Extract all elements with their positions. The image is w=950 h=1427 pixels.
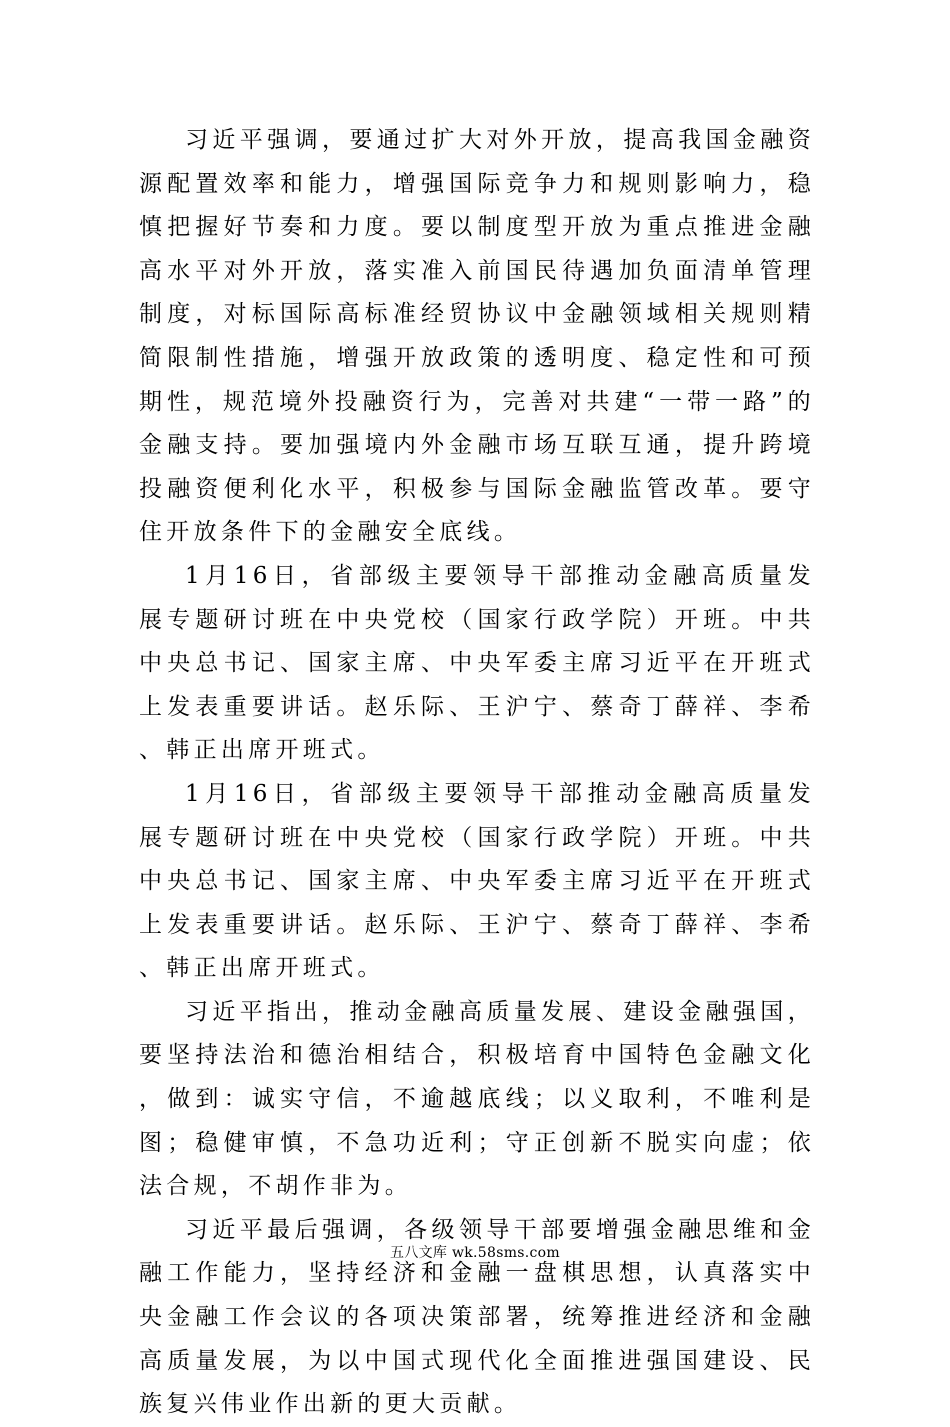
paragraph-seminar-opening-repeat: 1月16日，省部级主要领导干部推动金融高质量发展专题研讨班在中央党校（国家行政学院）开班。中共中央总书记、国家主席、中央军委主席习近平在开班式上发表重要讲话。赵乐际、王沪宁、蔡奇丁薛祥、李希、韩正出席开班式。 xyxy=(139,780,815,982)
paragraph-opening-reform: 习近平强调，要通过扩大对外开放，提高我国金融资源配置效率和能力，增强国际竞争力和规则影响力，稳慎把握好节奏和力度。要以制度型开放为重点推进金融高水平对外开放，落实准入前国民待遇加负面清单管理制度，对标国际高标准经贸协议中金融领域相关规则精简限制性措施，增强开放政策的透明度、稳定性和可预期性，规范境外投融资行为，完善对共建“一带一路”的金融支持。要加强境内外金融市场互联互通，提升跨境投融资便利化水平，积极参与国际金融监管改革。要守住开放条件下的金融安全底线。 xyxy=(139,127,815,546)
paragraph-seminar-opening: 1月16日，省部级主要领导干部推动金融高质量发展专题研讨班在中央党校（国家行政学院）开班。中共中央总书记、国家主席、中央军委主席习近平在开班式上发表重要讲话。赵乐际、王沪宁、蔡奇丁薛祥、李希、韩正出席开班式。 xyxy=(139,562,815,764)
paragraph-financial-culture: 习近平指出，推动金融高质量发展、建设金融强国，要坚持法治和德治相结合，积极培育中国特色金融文化，做到：诚实守信，不逾越底线；以义取利，不唯利是图；稳健审慎，不急功近利；守正创新不脱实向虚；依法合规，不胡作非为。 xyxy=(139,998,815,1200)
footer-watermark: 五八文库 wk.58sms.com xyxy=(390,1245,560,1261)
paragraph-closing-emphasis: 习近平最后强调，各级领导干部要增强金融思维和金融工作能力，坚持经济和金融一盘棋思想，认真落实中央金融工作会议的各项决策部署，统筹推进经济和金融高质量发展，为以中国式现代化全面推进强国建设、民族复兴伟业作出新的更大贡献。 xyxy=(139,1216,815,1418)
document-body xyxy=(139,119,815,1427)
